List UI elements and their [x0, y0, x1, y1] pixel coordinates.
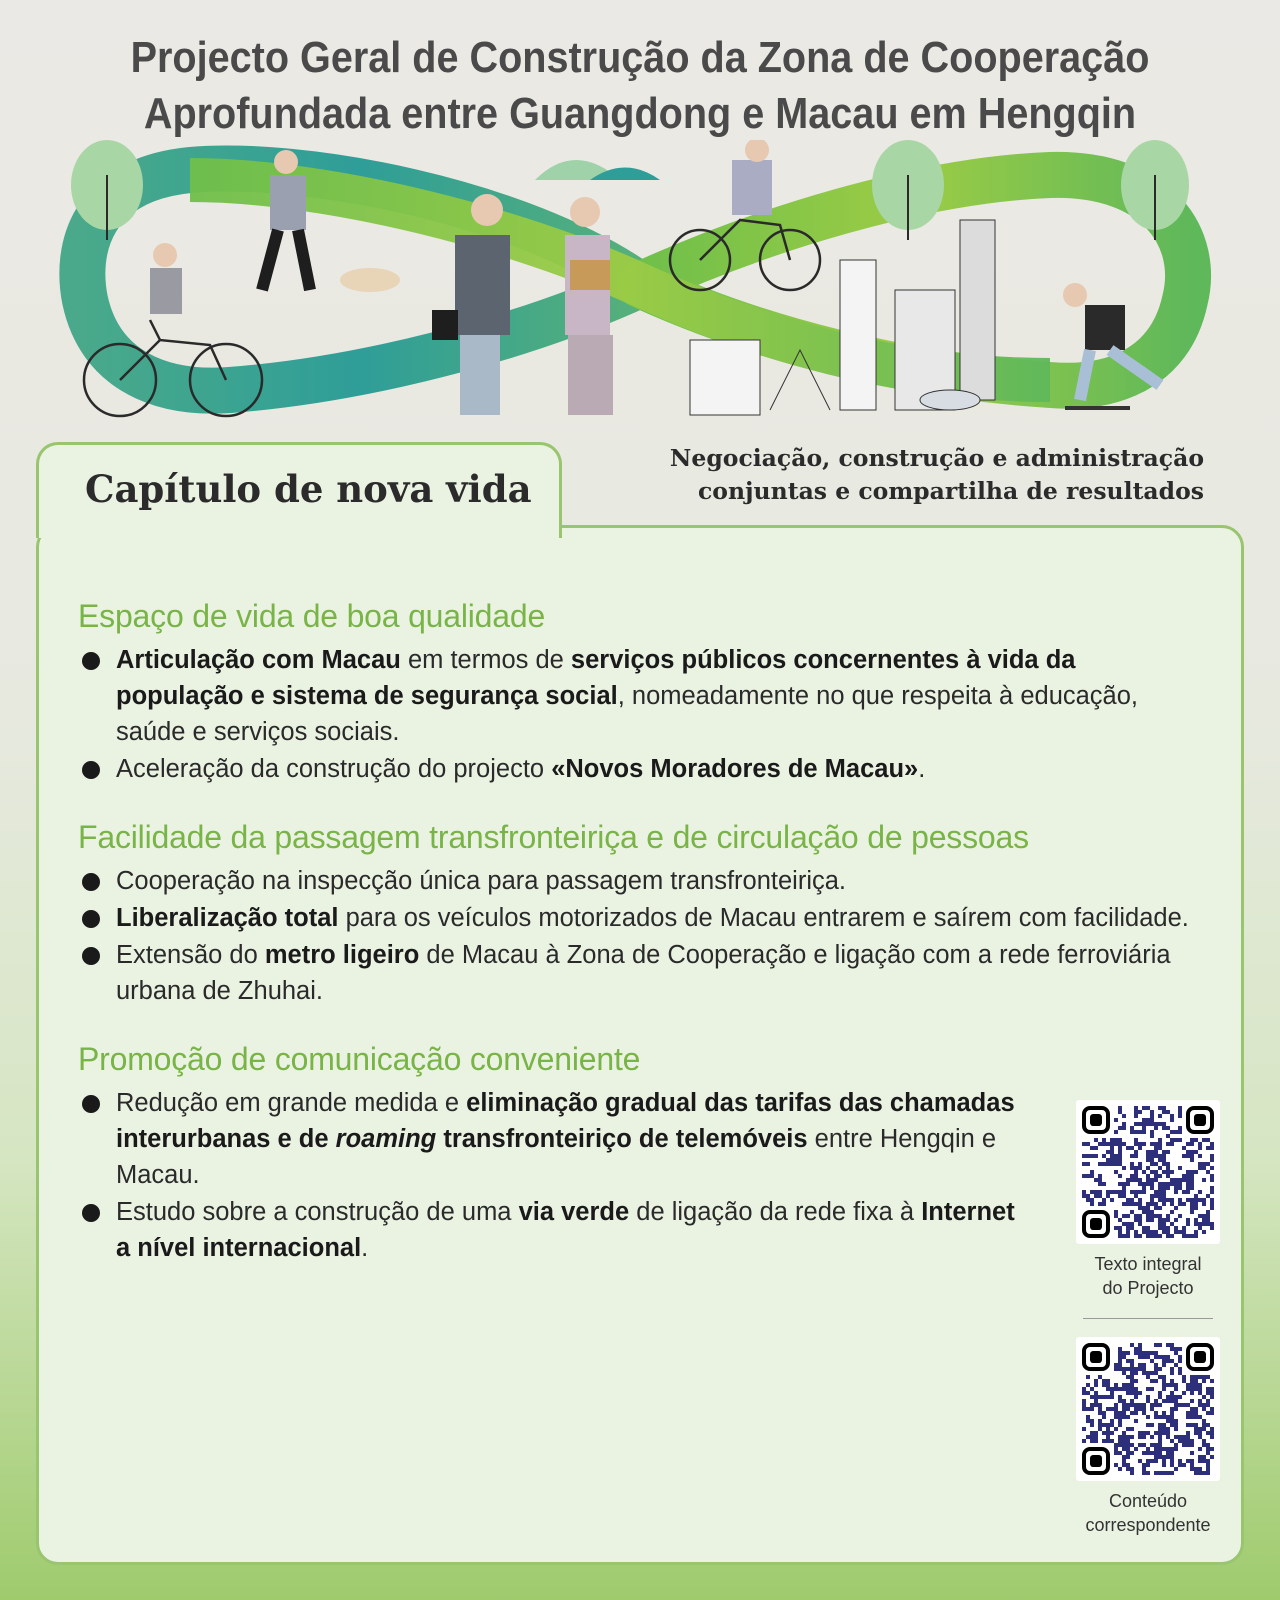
content-sections	[78, 596, 1208, 1296]
text-span: para os veículos motorizados de Macau entrarem e saírem com facilidade.	[338, 904, 1189, 932]
qr-code-full-text[interactable]	[1076, 1100, 1220, 1244]
bold-text: eliminação gradual das tarifas das chamadas interurbanas e de	[116, 1089, 1015, 1153]
section-quality-living	[78, 596, 1208, 787]
text-span: de ligação da rede fixa à	[629, 1198, 922, 1226]
qr-label: Conteúdo correspondente	[1085, 1491, 1211, 1535]
chapter-title: Capítulo de nova vida	[85, 467, 532, 511]
qr-code-related-content[interactable]	[1076, 1337, 1220, 1481]
text-span: .	[918, 755, 926, 783]
bullet-item	[78, 751, 1208, 787]
text-span: entre Hengqin e Macau.	[116, 1125, 997, 1189]
infinity-band	[82, 168, 1188, 390]
section-communication	[78, 1039, 1208, 1266]
bullet-item	[78, 937, 1208, 1009]
qr-icon	[1082, 1106, 1214, 1238]
chapter-tab	[36, 442, 562, 538]
bullet-item	[78, 1194, 1208, 1266]
text-span: .	[361, 1234, 369, 1262]
qr-column	[1076, 1100, 1220, 1537]
bullet-item	[78, 863, 1208, 899]
text-span: , nomeadamente no que respeita à educação, saúde e serviços sociais.	[116, 682, 1139, 746]
qr-icon	[1082, 1343, 1214, 1475]
bold-text: transfronteiriço de telemóveis	[436, 1125, 808, 1153]
section-heading: Promoção de comunicação conveniente	[78, 1041, 641, 1077]
text-span: Estudo sobre a construção de uma	[116, 1198, 519, 1226]
divider	[1083, 1318, 1213, 1319]
text-span: Redução em grande medida e	[116, 1089, 467, 1117]
bullet-item	[78, 900, 1208, 936]
chapter-subtitle-line-1: Negociação, construção e administração	[669, 444, 1204, 472]
chapter-subtitle	[670, 442, 1204, 508]
page-title	[64, 30, 1216, 142]
section-border-crossing	[78, 817, 1208, 1009]
bold-text: Liberalização total	[116, 904, 339, 932]
tree-icon	[872, 140, 944, 240]
bold-text: «Novos Moradores de Macau»	[551, 755, 919, 783]
chapter-subtitle-line-2: conjuntas e compartilha de resultados	[697, 477, 1204, 505]
bullet-list	[78, 642, 1208, 787]
bullet-item	[78, 1085, 1208, 1193]
title-line-2: Aprofundada entre Guangdong e Macau em Hengqin	[143, 89, 1137, 138]
section-heading: Espaço de vida de boa qualidade	[78, 598, 546, 634]
bold-text: metro ligeiro	[264, 941, 420, 969]
text-span: Extensão do	[116, 941, 265, 969]
bold-text: serviços públicos concernentes à vida da população e sistema de segurança social	[116, 646, 1076, 710]
bold-text: Articulação com Macau	[116, 646, 401, 674]
bullet-item	[78, 642, 1208, 750]
text-span: em termos de	[400, 646, 571, 674]
bullet-list	[78, 1085, 1208, 1266]
bullet-list	[78, 863, 1208, 1009]
bold-text: roaming	[335, 1125, 437, 1153]
title-line-1: Projecto Geral de Construção da Zona de Cooperação	[130, 33, 1150, 82]
bold-text: via verde	[518, 1198, 630, 1226]
qr-label: Texto integral do Projecto	[1094, 1254, 1202, 1298]
illustration	[0, 140, 1280, 430]
text-span: de Macau à Zona de Cooperação e ligação com a rede ferroviária urbana de Zhuhai.	[116, 941, 1171, 1005]
text-span: Aceleração da construção do projecto	[116, 755, 552, 783]
bold-text: Internet a nível internacional	[116, 1198, 1015, 1262]
text-span: Cooperação na inspecção única para passagem transfronteiriça.	[116, 867, 847, 895]
section-heading: Facilidade da passagem transfronteiriça e de circulação de pessoas	[78, 819, 1029, 855]
